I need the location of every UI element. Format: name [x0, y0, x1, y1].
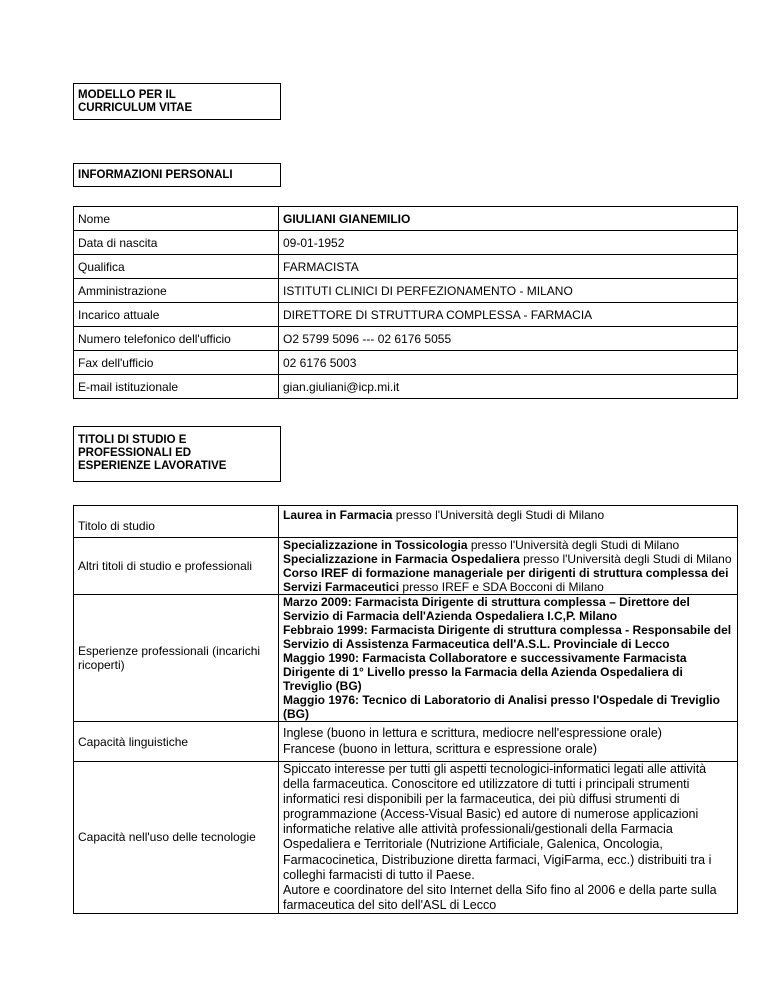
field-label: Data di nascita [74, 231, 279, 255]
education-heading-line3: ESPERIENZE LAVORATIVE [78, 460, 227, 472]
table-row [74, 375, 738, 399]
row-value [279, 506, 738, 538]
field-value: FARMACISTA [279, 255, 738, 279]
field-value: DIRETTORE DI STRUTTURA COMPLESSA - FARMACIA [279, 303, 738, 327]
experience-item: Febbraio 1999: Farmacista Dirigente di struttura complessa - Responsabile del Servizio di Assistenza Farmaceutica dell'A.S.L. Provinciale di Lecco [283, 623, 732, 651]
row-label: Altri titoli di studio e professionali [74, 538, 279, 595]
row-label: Capacità linguistiche [74, 722, 279, 762]
field-label: Qualifica [74, 255, 279, 279]
experience-item: Marzo 2009: Farmacista Dirigente di struttura complessa – Direttore del Servizio di Farmacia dell'Azienda Ospedaliera I.C,P. Milano [283, 595, 690, 623]
tech-paragraph-2: Autore e coordinatore del sito Internet della Sifo fino al 2006 e della parte sulla farmaceutica del sito dell'ASL di Lecco [283, 882, 717, 912]
table-row [74, 231, 738, 255]
field-value: gian.giuliani@icp.mi.it [279, 375, 738, 399]
education-heading-line1: TITOLI DI STUDIO E [78, 434, 187, 446]
degree-title: Laurea in Farmacia [283, 508, 393, 522]
tech-paragraph-1: Spiccato interesse per tutti gli aspetti tecnologici-informatici legati alle attività della farmaceutica. Conoscitore ed utilizzatore di tutti i principali strumenti informatici resi disponibili per la farmaceutica, dei più diffusi strumenti di programmazione (Access-Visual Basic) ed autore di numerose applicazioni informatiche relative alle attività professionali/gestionali della Farmacia Ospedaliera e Territoriale (Nutrizione Artificiale, Galenica, Oncologia, Farmacocinetica, Distribuzione diretta farmaci, VigiFarma, ecc.) distribuiti tra i colleghi farmacisti di tutto il Paese. [283, 762, 712, 882]
table-row [74, 538, 738, 595]
iref-course: Corso IREF di formazione manageriale per dirigenti di struttura complessa dei Servizi Farmaceutici [283, 566, 729, 594]
table-row [74, 303, 738, 327]
experience-item: Maggio 1976: Tecnico di Laboratorio di Analisi presso l'Ospedale di Treviglio (BG) [283, 693, 720, 721]
personal-info-table [73, 206, 738, 399]
table-row [74, 722, 738, 762]
spec-hospital-pharmacy: Specializzazione in Farmacia Ospedaliera [283, 552, 520, 566]
spec-toxicology-inst: presso l'Università degli Studi di Milano [467, 538, 680, 552]
row-label: Titolo di studio [74, 506, 279, 538]
field-label: Incarico attuale [74, 303, 279, 327]
experience-item: Maggio 1990: Farmacista Collaboratore e successivamente Farmacista Dirigente di 1° Livello presso la Farmacia della Azienda Ospedaliera di Treviglio (BG) [283, 651, 687, 693]
table-row [74, 279, 738, 303]
row-value [279, 538, 738, 595]
cv-model-title [73, 83, 281, 120]
cv-model-title-line2: CURRICULUM VITAE [78, 102, 193, 114]
degree-institution: presso l'Università degli Studi di Milano [392, 508, 605, 522]
spec-toxicology: Specializzazione in Tossicologia [283, 538, 468, 552]
table-row [74, 327, 738, 351]
field-value: O2 5799 5096 --- 02 6176 5055 [279, 327, 738, 351]
field-label: E-mail istituzionale [74, 375, 279, 399]
table-row [74, 351, 738, 375]
field-value: ISTITUTI CLINICI DI PERFEZIONAMENTO - MILANO [279, 279, 738, 303]
table-row [74, 595, 738, 722]
field-value: GIULIANI GIANEMILIO [279, 207, 738, 231]
field-value: 09-01-1952 [279, 231, 738, 255]
language-item: Inglese (buono in lettura e scrittura, mediocre nell'espressione orale) [283, 726, 662, 741]
education-heading [73, 426, 281, 482]
field-label: Fax dell'ufficio [74, 351, 279, 375]
cv-model-title-line1: MODELLO PER IL [78, 89, 176, 101]
table-row [74, 506, 738, 538]
personal-info-heading [73, 163, 281, 187]
iref-course-inst: presso IREF e SDA Bocconi di Milano [399, 580, 604, 594]
personal-info-heading-text: INFORMAZIONI PERSONALI [78, 169, 233, 181]
spec-hospital-pharmacy-inst: presso l'Università degli Studi di Milano [519, 552, 732, 566]
table-row [74, 255, 738, 279]
education-table [73, 505, 738, 914]
language-item: Francese (buono in lettura, scrittura e espressione orale) [283, 741, 598, 756]
row-value [279, 595, 738, 722]
row-value [279, 762, 738, 914]
field-label: Amministrazione [74, 279, 279, 303]
table-row [74, 207, 738, 231]
row-value [279, 722, 738, 762]
field-label: Nome [74, 207, 279, 231]
row-label: Esperienze professionali (incarichi ricoperti) [74, 595, 279, 722]
field-label: Numero telefonico dell'ufficio [74, 327, 279, 351]
table-row [74, 762, 738, 914]
field-value: 02 6176 5003 [279, 351, 738, 375]
row-label: Capacità nell'uso delle tecnologie [74, 762, 279, 914]
education-heading-line2: PROFESSIONALI ED [78, 447, 192, 459]
